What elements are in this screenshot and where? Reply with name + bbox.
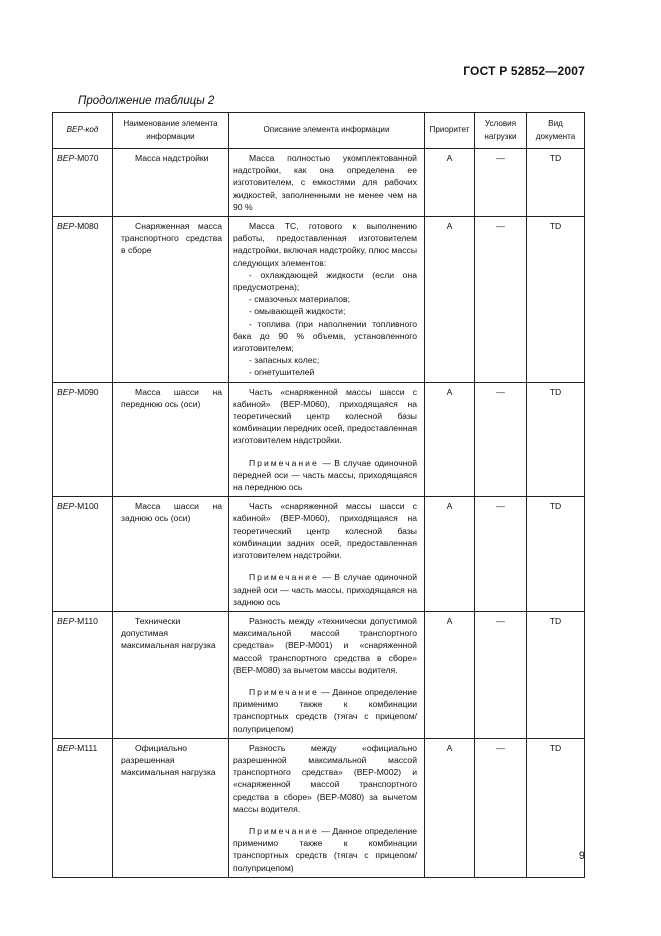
table-row — [53, 611, 585, 738]
cond-cell: — — [475, 738, 527, 877]
col-header-desc: Описание элемента информации — [229, 113, 425, 149]
prio-cell: А — [425, 149, 475, 217]
note-text: Примечание — В случае одиночной задней оси — часть массы, приходящаяся на заднюю ось — [233, 572, 417, 607]
code-cell: ВЕР-М111 — [53, 738, 113, 877]
desc-cell: Часть «снаряженной массы шасси с кабиной» (ВЕР-М060), приходящаяся на теоретический центр колесной базы комбинации задних осей, предоставленная изготовителем надстройки. Примечание — В случае одиночной задней оси — часть массы, приходящаяся на заднюю ось — [229, 497, 425, 612]
desc-cell: Разность между «технически допустимой максимальной массой транспортного средства» (ВЕР-М001) и «снаряженной массой транспортного средства в сборе» (ВЕР-М080) за вычетом массы водителя. Примечание — Данное определение применимо также к комбинации транспортных средств (тягач с прицепом/полуприцепом) — [229, 611, 425, 738]
doc-cell: TD — [527, 738, 585, 877]
table-row — [53, 149, 585, 217]
page-number: 9 — [578, 850, 585, 862]
col-header-name: Наименование элемента информации — [113, 113, 229, 149]
desc-cell: Масса полностью укомплектованной надстройки, как она определена ее изготовителем, с емкостями для рабочих жидкостей, заполненными не менее чем на 90 % — [229, 149, 425, 217]
cond-cell: — — [475, 611, 527, 738]
note-text: Примечание — В случае одиночной передней оси — часть массы, приходящаяся на переднюю ось — [233, 457, 417, 493]
desc-cell: Масса ТС, готового к выполнению работы, предоставленная изготовителем надстройки, включая надстройку, плюс массы следующих элементов: - охлаждающей жидкости (если она предусмотрена); - смазочных материалов; - омывающей жидкости; - топлива (при наполнении топливного бака до 90 % объема, установленного изготовителем; - запасных колес; - огнетушителей — [229, 217, 425, 383]
table-row — [53, 382, 585, 497]
prio-cell: А — [425, 382, 475, 497]
col-header-doc: Вид документа — [527, 113, 585, 149]
name-cell: Масса шасси на заднюю ось (оси) — [113, 497, 229, 612]
name-cell: Официально разрешенная максимальная нагрузка — [113, 738, 229, 877]
data-table — [52, 112, 585, 878]
name-cell: Снаряженная масса транспортного средства в сборе — [113, 217, 229, 383]
col-header-code: ВЕР-код — [53, 113, 113, 149]
table-row — [53, 738, 585, 877]
prio-cell: А — [425, 738, 475, 877]
doc-cell: TD — [527, 382, 585, 497]
code-cell: ВЕР-М090 — [53, 382, 113, 497]
cond-cell: — — [475, 217, 527, 383]
doc-cell: TD — [527, 149, 585, 217]
table-caption: Продолжение таблицы 2 — [78, 95, 215, 107]
cond-cell: — — [475, 149, 527, 217]
code-cell: ВЕР-М080 — [53, 217, 113, 383]
prio-cell: А — [425, 497, 475, 612]
document-header: ГОСТ Р 52852—2007 — [463, 64, 585, 78]
code-cell: ВЕР-М070 — [53, 149, 113, 217]
doc-cell: TD — [527, 611, 585, 738]
col-header-cond: Условия нагрузки — [475, 113, 527, 149]
name-cell: Технически допустимая максимальная нагрузка — [113, 611, 229, 738]
desc-cell: Часть «снаряженной массы шасси с кабиной» (ВЕР-М060), приходящаяся на теоретический центр колесной базы комбинации передних осей, предоставленная изготовителем надстройки. Примечание — В случае одиночной передней оси — часть массы, приходящаяся на переднюю ось — [229, 382, 425, 497]
note-text: Примечание — Данное определение применимо также к комбинации транспортных средств (тягач с прицепом/полуприцепом) — [233, 825, 418, 873]
table-header-row — [53, 113, 585, 149]
col-header-prio: Приоритет — [425, 113, 475, 149]
doc-cell: TD — [527, 497, 585, 612]
cond-cell: — — [475, 497, 527, 612]
table-row — [53, 497, 585, 612]
code-cell: ВЕР-М100 — [53, 497, 113, 612]
table-row — [53, 217, 585, 383]
code-cell: ВЕР-М110 — [53, 611, 113, 738]
note-text: Примечание — Данное определение применимо также к комбинации транспортных средств (тягач с прицепом/полуприцепом) — [233, 686, 418, 734]
desc-cell: Разность между «официально разрешенной максимальной массой транспортного средства» (ВЕР-М002) и «снаряженной массой транспортного средства в сборе» (ВЕР-М080) за вычетом массы водителя. Примечание — Данное определение применимо также к комбинации транспортных средств (тягач с прицепом/полуприцепом) — [229, 738, 425, 877]
prio-cell: А — [425, 611, 475, 738]
name-cell: Масса надстройки — [113, 149, 229, 217]
prio-cell: А — [425, 217, 475, 383]
doc-cell: TD — [527, 217, 585, 383]
cond-cell: — — [475, 382, 527, 497]
name-cell: Масса шасси на переднюю ось (оси) — [113, 382, 229, 497]
